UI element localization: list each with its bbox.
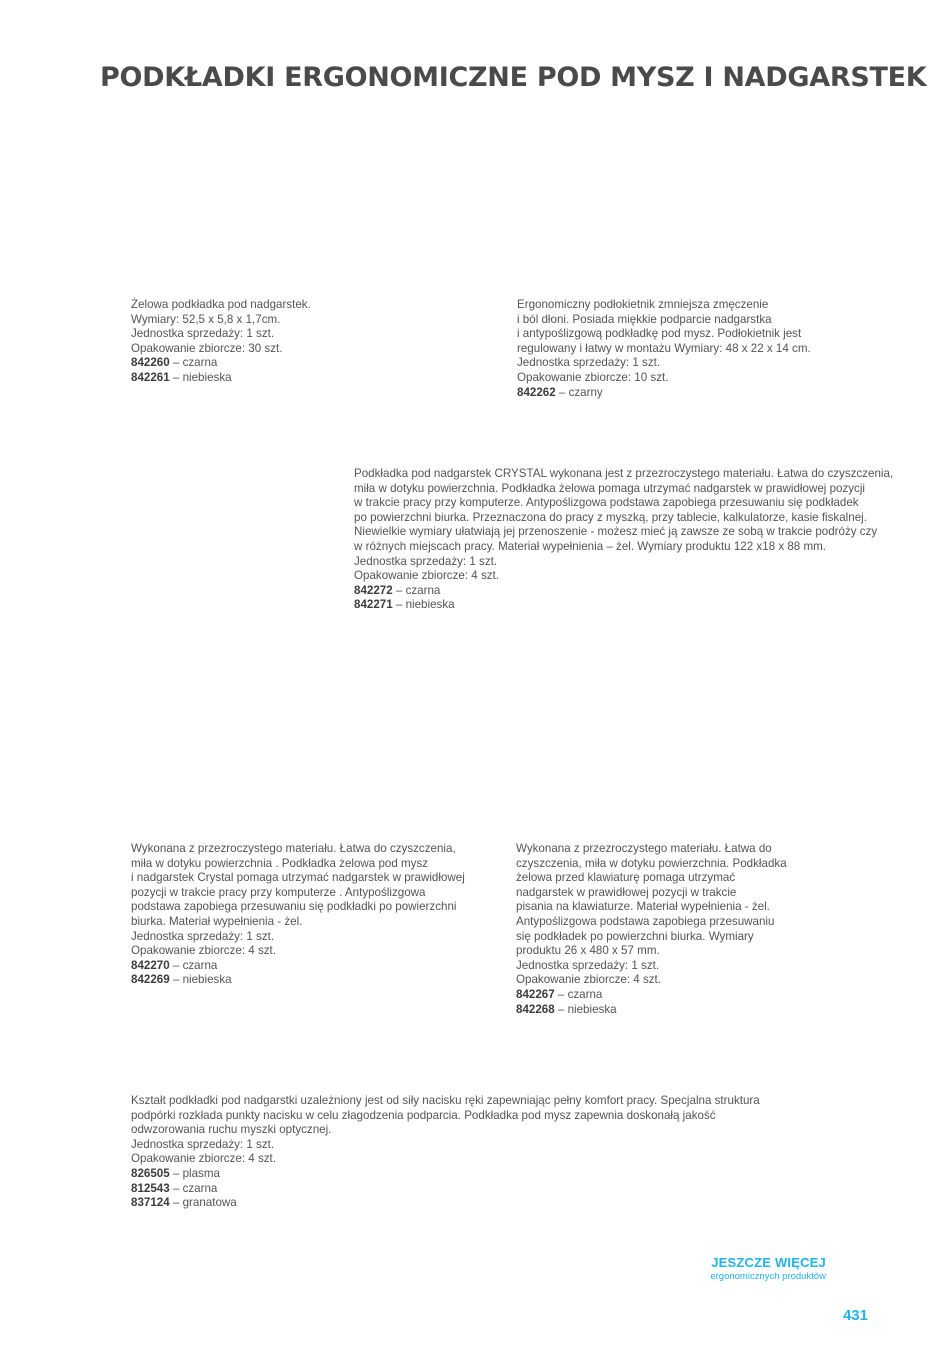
- product-code: 812543: [131, 1181, 170, 1195]
- product-code: 842269: [131, 973, 170, 987]
- description-line: regulowany i łatwy w montażu Wymiary: 48 x 22 x 14 cm.: [517, 341, 811, 355]
- description-line: Kształt podkładki pod nadgarstki uzależniony jest od siły nacisku ręki zapewniając pełny komfort pracy. Specjalna struktura: [131, 1094, 760, 1107]
- description-line: Wymiary: 52,5 x 5,8 x 1,7cm.: [131, 312, 281, 326]
- product-description: [517, 298, 811, 400]
- description-line: i antypoślizgową podkładkę pod mysz. Podłokietnik jest: [517, 327, 802, 341]
- product-code-line: [131, 1167, 760, 1182]
- description-line: i ból dłoni. Posiada miękkie podparcie nadgarstka: [517, 312, 772, 326]
- product-code: 842271: [354, 598, 393, 612]
- description-line: po powierzchni biurka. Przeznaczona do pracy z myszką, przy tablecie, kalkulatorze, kasie fiskalnej.: [354, 510, 867, 524]
- description-line: Opakowanie zbiorcze: 4 szt.: [354, 569, 499, 583]
- product-variant: – czarna: [169, 1181, 218, 1195]
- product-code: 837124: [131, 1196, 170, 1210]
- description-line: biurka. Materiał wypełnienia - żel.: [131, 914, 303, 928]
- product-code-line: [131, 371, 311, 386]
- description-line: pisania na klawiaturze. Materiał wypełnienia - żel.: [516, 900, 770, 914]
- product-code-line: [354, 584, 893, 599]
- description-line: i nadgarstek Crystal pomaga utrzymać nadgarstek w prawidłowej: [131, 871, 465, 885]
- more-products-subtitle: ergonomicznych produktów: [710, 1271, 826, 1282]
- product-description: [131, 1094, 760, 1211]
- description-line: Wykonana z przezroczystego materiału. Łatwa do czyszczenia,: [131, 842, 456, 855]
- description-line: miła w dotyku powierzchnia . Podkładka żelowa pod mysz: [131, 856, 429, 870]
- product-description: [131, 842, 465, 988]
- description-line: Jednostka sprzedaży: 1 szt.: [354, 554, 498, 568]
- description-line: Opakowanie zbiorcze: 10 szt.: [517, 370, 669, 384]
- product-variant: – czarna: [554, 987, 603, 1001]
- product-variant: – czarna: [392, 583, 441, 597]
- product-code: 842272: [354, 583, 393, 597]
- description-line: miła w dotyku powierzchnia. Podkładka żelowa pomaga utrzymać nadgarstek w prawidłowej pozycji: [354, 481, 866, 495]
- product-code-line: [516, 988, 787, 1003]
- description-line: produktu 26 x 480 x 57 mm.: [516, 944, 660, 958]
- description-line: Podkładka pod nadgarstek CRYSTAL wykonana jest z przezroczystego materiału. Łatwa do czyszczenia,: [354, 467, 894, 480]
- description-line: Antypoślizgowa podstawa zapobiega przesuwaniu: [516, 914, 775, 928]
- description-line: pozycji w trakcie pracy przy komputerze . Antypoślizgowa: [131, 885, 426, 899]
- description-line: Opakowanie zbiorcze: 4 szt.: [131, 1152, 276, 1166]
- product-variant: – niebieska: [169, 973, 232, 987]
- description-line: Ergonomiczny podłokietnik zmniejsza zmęczenie: [517, 298, 769, 311]
- more-products-link[interactable]: [710, 1255, 826, 1282]
- description-line: nadgarstek w prawidłowej pozycji w trakcie: [516, 885, 737, 899]
- description-line: podpórki rozkłada punkty nacisku w celu złagodzenia podparcia. Podkładka pod mysz zapewnia doskonałą jakość: [131, 1108, 716, 1122]
- description-line: Opakowanie zbiorcze: 4 szt.: [516, 973, 661, 987]
- product-description: [131, 298, 311, 386]
- product-code-line: [354, 598, 893, 613]
- description-line: Jednostka sprzedaży: 1 szt.: [517, 356, 661, 370]
- product-code-line: [131, 973, 465, 988]
- product-code-line: [131, 959, 465, 974]
- product-code: 842261: [131, 370, 170, 384]
- description-line: Jednostka sprzedaży: 1 szt.: [131, 929, 275, 943]
- product-variant: – granatowa: [169, 1196, 237, 1210]
- product-code: 842267: [516, 987, 555, 1001]
- product-variant: – niebieska: [554, 1002, 617, 1016]
- product-code-line: [131, 356, 311, 371]
- product-variant: – niebieska: [169, 370, 232, 384]
- product-description: [516, 842, 787, 1017]
- description-line: Wykonana z przezroczystego materiału. Łatwa do: [516, 842, 772, 855]
- description-line: w trakcie pracy przy komputerze. Antypoślizgowa podstawa zapobiega przesuwaniu się podkładek: [354, 496, 859, 510]
- product-code-line: [517, 386, 811, 401]
- page-title: PODKŁADKI ERGONOMICZNE POD MYSZ I NADGARSTEK: [100, 62, 927, 93]
- description-line: odwzorowania ruchu myszki optycznej.: [131, 1123, 332, 1137]
- description-line: się podkładek po powierzchni biurka. Wymiary: [516, 929, 754, 943]
- description-line: czyszczenia, miła w dotyku powierzchnia. Podkładka: [516, 856, 787, 870]
- product-variant: – plasma: [169, 1166, 220, 1180]
- product-code: 842260: [131, 356, 170, 370]
- more-products-title: JESZCZE WIĘCEJ: [711, 1255, 826, 1270]
- product-code-line: [516, 1003, 787, 1018]
- description-line: w różnych miejscach pracy. Materiał wypełnienia – żel. Wymiary produktu 122 x18 x 88 mm.: [354, 539, 826, 553]
- product-code: 842268: [516, 1002, 555, 1016]
- description-line: podstawa zapobiega przesuwaniu się podkładki po powierzchni: [131, 900, 457, 914]
- product-code-line: [131, 1182, 760, 1197]
- description-line: Jednostka sprzedaży: 1 szt.: [131, 327, 275, 341]
- description-line: Niewielkie wymiary ułatwiają jej przenoszenie - możesz mieć ją zawsze ze sobą w trakcie podróży czy: [354, 525, 878, 539]
- product-variant: – czarny: [555, 385, 603, 399]
- product-code: 842262: [517, 385, 556, 399]
- description-line: Żelowa podkładka pod nadgarstek.: [131, 298, 311, 311]
- product-code: 842270: [131, 958, 170, 972]
- product-variant: – niebieska: [392, 598, 455, 612]
- product-code-line: [131, 1196, 760, 1211]
- description-line: żelowa przed klawiaturę pomaga utrzymać: [516, 871, 736, 885]
- description-line: Jednostka sprzedaży: 1 szt.: [131, 1137, 275, 1151]
- description-line: Opakowanie zbiorcze: 4 szt.: [131, 944, 276, 958]
- page-number: 431: [842, 1307, 868, 1324]
- description-line: Jednostka sprzedaży: 1 szt.: [516, 958, 660, 972]
- product-variant: – czarna: [169, 356, 218, 370]
- product-code: 826505: [131, 1166, 170, 1180]
- product-description: [354, 467, 893, 613]
- description-line: Opakowanie zbiorcze: 30 szt.: [131, 341, 283, 355]
- product-variant: – czarna: [169, 958, 218, 972]
